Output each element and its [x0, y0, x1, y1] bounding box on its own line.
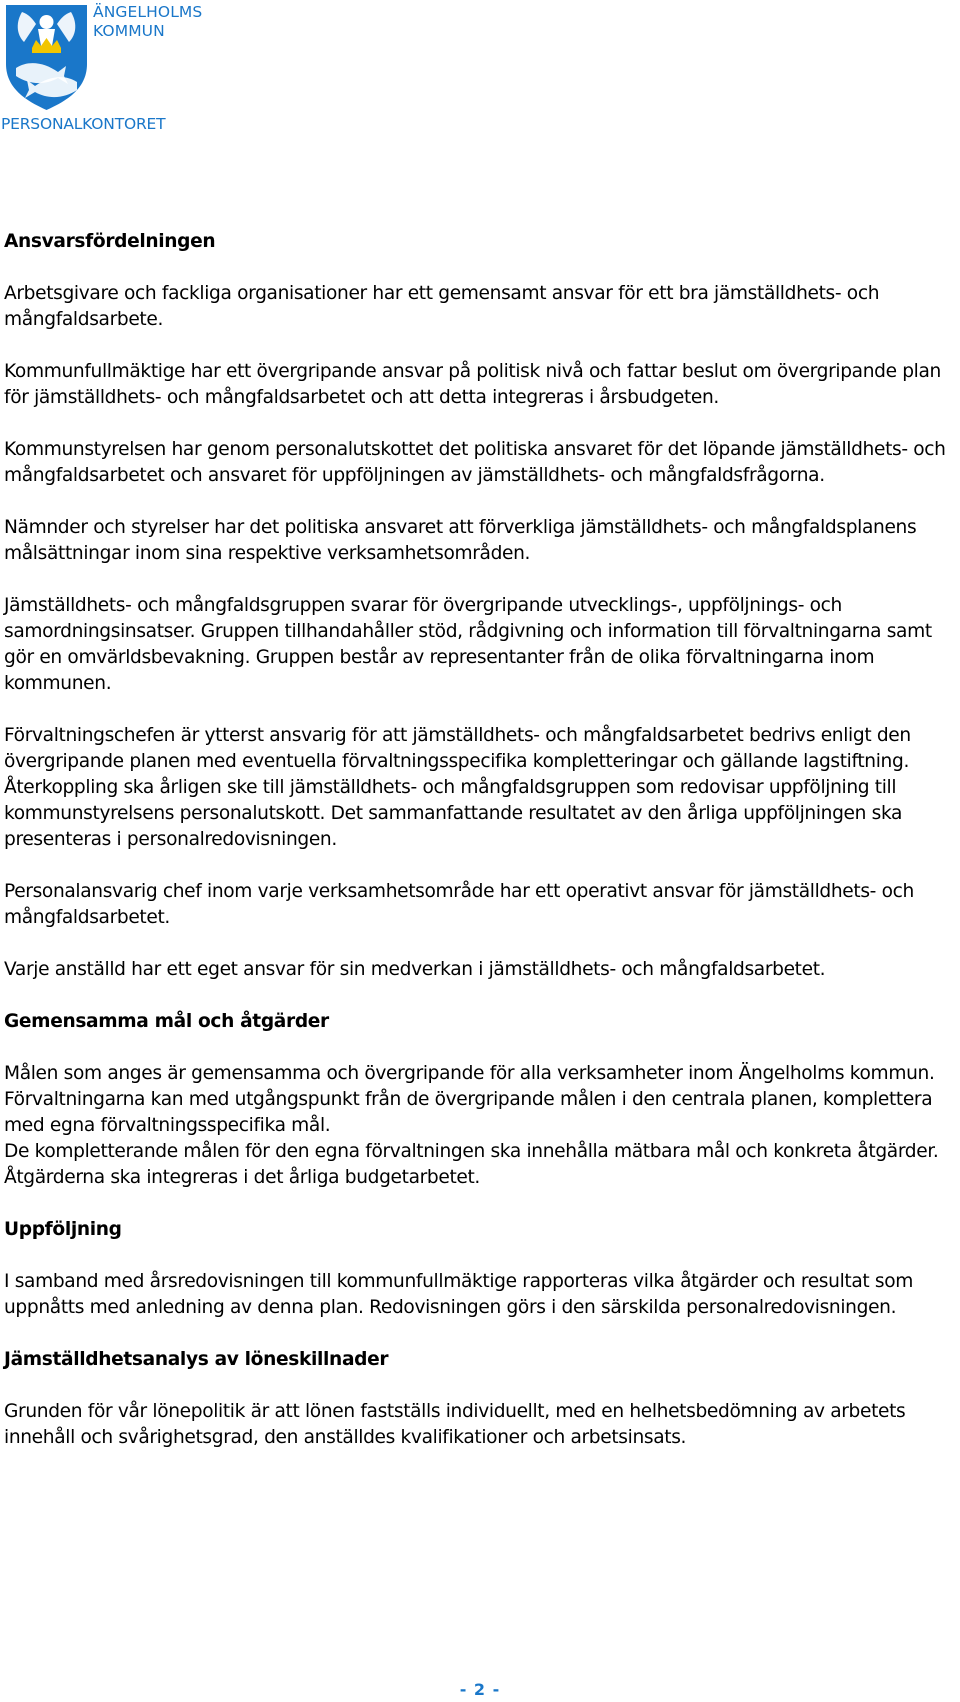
section-title-uppfoljning: Uppföljning [4, 1219, 122, 1240]
section-title-mal: Gemensamma mål och åtgärder [4, 1011, 329, 1032]
document-body [4, 229, 956, 1477]
section-title-ansvar: Ansvarsfördelningen [4, 231, 216, 252]
paragraph: Förvaltningschefen är ytterst ansvarig för att jämställdhets- och mångfaldsarbetet bedrivs enligt den övergripande planen med eventuella förvaltningsspecifika kompletteringar och gällande lagstiftning. Återkoppling ska årligen ske till jämställdhets- och mångfaldsgruppen som redovisar uppföljning till kommunstyrelsens personalutskott. Det sammanfattande resultatet av den årliga uppföljningen ska presenteras i personalredovisningen. [4, 725, 911, 850]
paragraph: Kommunfullmäktige har ett övergripande ansvar på politisk nivå och fattar beslut om övergripande plan för jämställdhets- och mångfaldsarbetet och att detta integreras i årsbudgeten. [4, 361, 941, 408]
page-number: - 2 - [459, 1680, 501, 1699]
paragraph: I samband med årsredovisningen till kommunfullmäktige rapporteras vilka åtgärder och resultat som uppnåtts med anledning av denna plan. Redovisningen görs i den särskilda personalredovisningen. [4, 1271, 914, 1318]
organization-name-line2: KOMMUN [93, 22, 165, 40]
paragraph: Målen som anges är gemensamma och övergripande för alla verksamheter inom Ängelholms kommun. Förvaltningarna kan med utgångspunkt från de övergripande målen i den centrala planen, komplettera med egna förvaltningsspecifika mål. [4, 1063, 935, 1136]
organization-name [93, 3, 202, 41]
paragraph: De kompletterande målen för den egna förvaltningen ska innehålla mätbara mål och konkreta åtgärder. Åtgärderna ska integreras i det årliga budgetarbetet. [4, 1141, 939, 1188]
paragraph: Kommunstyrelsen har genom personalutskottet det politiska ansvaret för det löpande jämställdhets- och mångfaldsarbetet och ansvaret för uppföljningen av jämställdhets- och mångfaldsfrågorna. [4, 439, 946, 486]
paragraph: Varje anställd har ett eget ansvar för sin medverkan i jämställdhets- och mångfaldsarbetet. [4, 959, 826, 980]
section-title-analys: Jämställdhetsanalys av löneskillnader [4, 1349, 389, 1370]
paragraph: Jämställdhets- och mångfaldsgruppen svarar för övergripande utvecklings-, uppföljnings- och samordningsinsatser. Gruppen tillhandahåller stöd, rådgivning och information till förvaltningarna samt gör en omvärldsbevakning. Gruppen består av representanter från de olika förvaltningarna inom kommunen. [4, 595, 932, 694]
department-name: PERSONALKONTORET [1, 115, 166, 133]
paragraph: Arbetsgivare och fackliga organisationer har ett gemensamt ansvar för ett bra jämställdhets- och mångfaldsarbete. [4, 283, 880, 330]
letterhead [0, 0, 260, 140]
organization-name-line1: ÄNGELHOLMS [93, 3, 203, 21]
paragraph: Personalansvarig chef inom varje verksamhetsområde har ett operativt ansvar för jämställdhets- och mångfaldsarbetet. [4, 881, 914, 928]
paragraph: Nämnder och styrelser har det politiska ansvaret att förverkliga jämställdhets- och mångfaldsplanens målsättningar inom sina respektive verksamhetsområden. [4, 517, 917, 564]
paragraph: Grunden för vår lönepolitik är att lönen fastställs individuellt, med en helhetsbedömning av arbetets innehåll och svårighetsgrad, den anställdes kvalifikationer och arbetsinsats. [4, 1401, 906, 1448]
angelholm-coat-of-arms-icon [2, 2, 91, 112]
